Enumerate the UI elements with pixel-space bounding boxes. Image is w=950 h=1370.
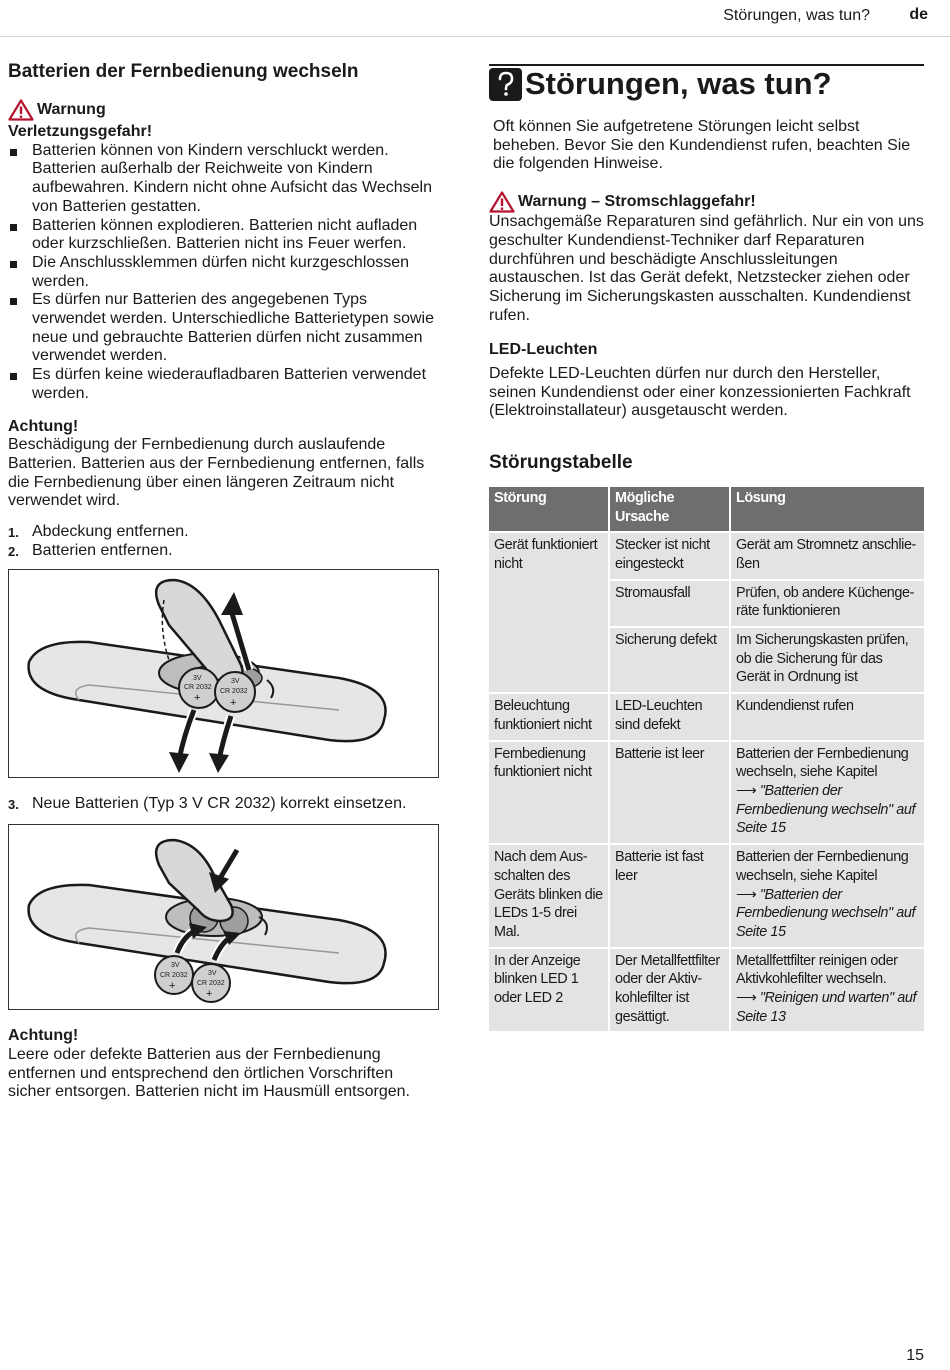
cause-cell: Stecker ist nicht eingesteckt: [609, 532, 730, 579]
solution-cell: Prüfen, ob andere Küchenge-räte funktionieren: [730, 580, 924, 627]
step-number: 1.: [8, 525, 19, 541]
step-number: 2.: [8, 543, 19, 559]
led-text: Defekte LED-Leuchten dürfen nur durch den Hersteller, seinen Kundendienst oder einer konzessionierten Fachkraft (Elektroinstallateur) ausgetauscht werden.: [489, 365, 911, 420]
arrow-icon: ⟶: [736, 990, 757, 1007]
step-item: [8, 523, 440, 542]
caution-title: Achtung!: [8, 1027, 79, 1045]
header-language: de: [909, 6, 928, 23]
battery-label: +: [206, 988, 213, 1001]
chapter-title: Störungen, was tun?: [525, 66, 832, 101]
warning-bullet-list: [8, 142, 440, 404]
table-header-row: [489, 487, 924, 532]
fault-cell: Nach dem Aus-schalten des Geräts blinken die LEDs 1-5 drei Mal.: [489, 844, 609, 948]
chapter-heading: [489, 64, 924, 102]
solution-text: Metallfettfilter reinigen oder Aktivkohlefilter wechseln.: [736, 952, 898, 988]
cause-cell: Batterie ist leer: [609, 741, 730, 845]
intro-text: Oft können Sie aufgetretene Störungen leicht selbst beheben. Bevor Sie den Kundendienst rufen, beachten Sie die folgenden Hinweise.: [493, 118, 911, 173]
battery-label: 3V: [208, 970, 217, 978]
table-row: [489, 532, 924, 579]
remote-illustration: [9, 825, 438, 1009]
warning-label: Warnung: [37, 100, 106, 118]
battery-label: 3V: [231, 678, 240, 686]
cause-cell: Der Metallfettfilter oder der Aktiv-kohlefilter ist gesättigt.: [609, 948, 730, 1032]
warning-heading: [8, 99, 440, 121]
solution-cell: Im Sicherungskasten prüfen, ob die Sicherung für das Gerät in Ordnung ist: [730, 627, 924, 693]
cause-cell: Sicherung defekt: [609, 627, 730, 693]
left-column: [8, 58, 440, 1102]
step-item: [8, 542, 440, 561]
section-title: Batterien der Fernbedienung wechseln: [8, 61, 359, 82]
column-header: Störung: [489, 487, 609, 532]
solution-text: Batterien der Fernbedienung wechseln, siehe Kapitel: [736, 849, 909, 884]
step-item: [8, 795, 440, 814]
list-item: Batterien können von Kindern verschluckt werden. Batterien außerhalb der Reichweite von Kindern aufbewahren. Kindern nicht ohne Aufsicht das Wechseln von Batterien gestatten.: [8, 142, 440, 217]
caution-text: Leere oder defekte Batterien aus der Fernbedienung entfernen und entsprechend den örtlichen Vorschriften sicher entsorgen. Batterien nicht im Hausmüll entsorgen.: [8, 1045, 410, 1101]
list-item: Es dürfen keine wiederaufladbaren Batterien verwendet werden.: [8, 366, 440, 403]
arrow-icon: ⟶: [736, 782, 757, 799]
battery-label: CR 2032: [160, 972, 188, 980]
header-title: Störungen, was tun?: [723, 7, 870, 24]
battery-label: CR 2032: [197, 980, 225, 988]
warning-title: Warnung – Stromschlaggefahr!: [518, 192, 756, 210]
solution-cell: [730, 741, 924, 845]
step-number: 3.: [8, 797, 19, 813]
table-row: [489, 948, 924, 1032]
battery-label: 3V: [171, 962, 180, 970]
list-item: Batterien können explodieren. Batterien nicht aufladen oder kurzschließen. Batterien nicht ins Feuer werfen.: [8, 217, 440, 254]
header-rule: [0, 36, 950, 37]
battery-label: +: [194, 692, 201, 705]
solution-cell: [730, 844, 924, 948]
warning-text: Unsachgemäße Reparaturen sind gefährlich. Nur ein von uns geschulter Kundendienst-Techniker darf Reparaturen durchführen und beschädigte Anschlussleitungen austauschen. Ist das Gerät defekt, Netzstecker ziehen oder Sicherung im Sicherungskasten ausschalten. Kundendienst rufen.: [489, 213, 924, 324]
column-header: Mögliche Ursache: [609, 487, 730, 532]
cross-reference-link[interactable]: "Batterien der Fernbedienung wechseln" auf Seite 15: [736, 782, 916, 837]
solution-text: Batterien der Fernbedienung wechseln, siehe Kapitel: [736, 745, 909, 781]
cause-cell: Batterie ist fast leer: [609, 844, 730, 948]
fault-cell: Beleuchtung funktioniert nicht: [489, 693, 609, 740]
warning-icon: [489, 191, 515, 213]
battery-insertion-figure: [8, 824, 439, 1010]
solution-cell: [730, 948, 924, 1032]
column-header: Lösung: [730, 487, 924, 532]
cross-reference-link[interactable]: "Batterien der Fernbedienung wechseln" auf Seite 15: [736, 886, 916, 940]
solution-cell: Kundendienst rufen: [730, 693, 924, 740]
solution-cell: Gerät am Stromnetz anschlie-ßen: [730, 532, 924, 579]
caution-text: Beschädigung der Fernbedienung durch auslaufende Batterien. Batterien aus der Fernbedienung entfernen, falls die Fernbedienung über einen längeren Zeitraum nicht verwendet wird.: [8, 436, 425, 510]
table-title: Störungstabelle: [489, 452, 633, 474]
right-column: [489, 58, 924, 1031]
cross-reference-link[interactable]: "Reinigen und warten" auf Seite 13: [736, 990, 917, 1025]
warning-heading: [489, 191, 924, 213]
fault-cell: In der Anzeige blinken LED 1 oder LED 2: [489, 948, 609, 1032]
fault-table: [489, 487, 924, 1032]
caution-title: Achtung!: [8, 417, 79, 435]
cause-cell: Stromausfall: [609, 580, 730, 627]
battery-label: +: [230, 697, 237, 710]
table-row: [489, 844, 924, 948]
step-list: [8, 523, 440, 560]
step-text: Neue Batterien (Typ 3 V CR 2032) korrekt einsetzen.: [32, 795, 407, 813]
battery-label: +: [169, 980, 176, 993]
remote-illustration: [9, 570, 438, 777]
fault-cell: Fernbedienung funktioniert nicht: [489, 741, 609, 845]
arrow-icon: ⟶: [736, 886, 757, 903]
injury-title: Verletzungsgefahr!: [8, 123, 153, 140]
list-item: Die Anschlussklemmen dürfen nicht kurzgeschlossen werden.: [8, 254, 440, 291]
battery-label: CR 2032: [184, 684, 212, 692]
fault-cell: Gerät funktioniert nicht: [489, 532, 609, 693]
led-title: LED-Leuchten: [489, 341, 598, 359]
question-icon: [489, 68, 522, 101]
step-text: Abdeckung entfernen.: [32, 523, 189, 541]
step-list: [8, 795, 440, 814]
battery-label: 3V: [193, 675, 202, 683]
step-text: Batterien entfernen.: [32, 541, 173, 559]
cause-cell: LED-Leuchten sind defekt: [609, 693, 730, 740]
warning-icon: [8, 99, 34, 121]
list-item: Es dürfen nur Batterien des angegebenen Typs verwendet werden. Unterschiedliche Batterietypen sowie neue und gebrauchte Batterien dürfen nicht zusammen verwendet werden.: [8, 291, 440, 366]
table-row: [489, 741, 924, 845]
table-row: [489, 693, 924, 740]
battery-removal-figure: [8, 569, 439, 778]
battery-label: CR 2032: [220, 688, 248, 696]
page-number: 15: [906, 1347, 924, 1364]
